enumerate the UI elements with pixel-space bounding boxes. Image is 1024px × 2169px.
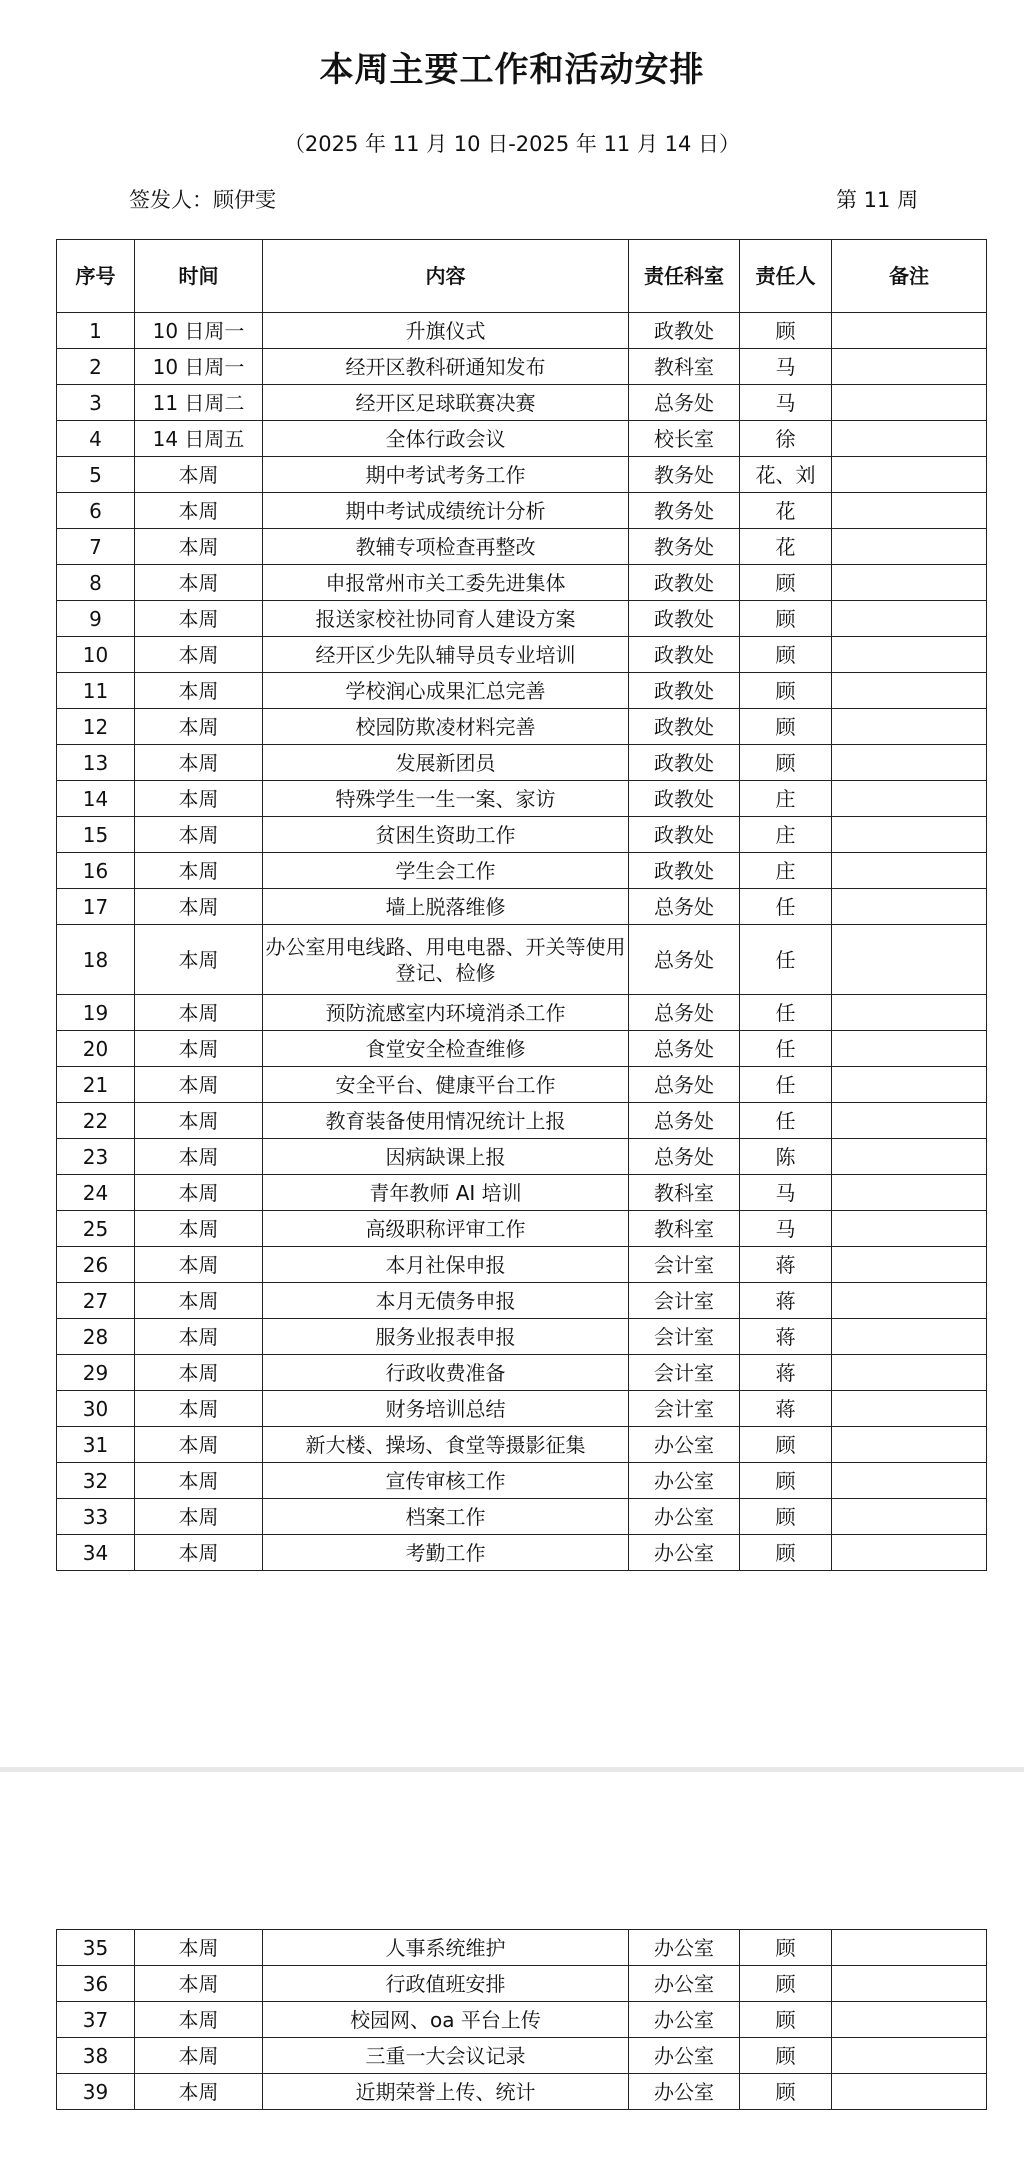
- cell-index: 19: [57, 995, 135, 1031]
- cell-index: 17: [57, 889, 135, 925]
- schedule-table: [56, 239, 987, 1571]
- cell-remarks: [832, 1139, 987, 1175]
- cell-remarks: [832, 349, 987, 385]
- cell-person: 蒋: [740, 1247, 832, 1283]
- cell-time: 本周: [135, 889, 263, 925]
- cell-remarks: [832, 1391, 987, 1427]
- cell-department: 政教处: [629, 673, 740, 709]
- cell-index: 27: [57, 1283, 135, 1319]
- cell-content: 因病缺课上报: [263, 1139, 629, 1175]
- table-row: [57, 817, 987, 853]
- table-row: [57, 1139, 987, 1175]
- cell-time: 本周: [135, 709, 263, 745]
- cell-remarks: [832, 493, 987, 529]
- cell-content: 期中考试成绩统计分析: [263, 493, 629, 529]
- cell-index: 22: [57, 1103, 135, 1139]
- cell-remarks: [832, 1319, 987, 1355]
- cell-department: 总务处: [629, 1103, 740, 1139]
- cell-index: 9: [57, 601, 135, 637]
- cell-person: 马: [740, 1175, 832, 1211]
- cell-department: 办公室: [629, 1535, 740, 1571]
- table-row: [57, 1966, 987, 2002]
- cell-time: 本周: [135, 673, 263, 709]
- cell-department: 办公室: [629, 1427, 740, 1463]
- cell-time: 本周: [135, 1427, 263, 1463]
- table-row: [57, 1499, 987, 1535]
- cell-person: 任: [740, 995, 832, 1031]
- cell-department: 政教处: [629, 745, 740, 781]
- cell-remarks: [832, 1535, 987, 1571]
- cell-department: 总务处: [629, 385, 740, 421]
- cell-remarks: [832, 421, 987, 457]
- cell-person: 顾: [740, 1930, 832, 1966]
- cell-person: 任: [740, 1103, 832, 1139]
- cell-content: 考勤工作: [263, 1535, 629, 1571]
- cell-department: 办公室: [629, 2038, 740, 2074]
- cell-remarks: [832, 601, 987, 637]
- cell-remarks: [832, 1283, 987, 1319]
- cell-index: 32: [57, 1463, 135, 1499]
- cell-person: 任: [740, 1031, 832, 1067]
- cell-person: 任: [740, 1067, 832, 1103]
- cell-time: 本周: [135, 1319, 263, 1355]
- cell-person: 庄: [740, 853, 832, 889]
- cell-person: 任: [740, 889, 832, 925]
- table-row: [57, 2038, 987, 2074]
- cell-index: 38: [57, 2038, 135, 2074]
- table-row: [57, 2074, 987, 2110]
- cell-person: 顾: [740, 2038, 832, 2074]
- cell-person: 庄: [740, 817, 832, 853]
- cell-department: 政教处: [629, 781, 740, 817]
- table-row: [57, 1283, 987, 1319]
- cell-time: 本周: [135, 565, 263, 601]
- cell-content: 贫困生资助工作: [263, 817, 629, 853]
- cell-content: 升旗仪式: [263, 313, 629, 349]
- cell-time: 本周: [135, 853, 263, 889]
- cell-time: 本周: [135, 1535, 263, 1571]
- cell-time: 本周: [135, 817, 263, 853]
- cell-department: 办公室: [629, 1966, 740, 2002]
- cell-person: 顾: [740, 2002, 832, 2038]
- cell-index: 30: [57, 1391, 135, 1427]
- table-row: [57, 385, 987, 421]
- table-row: [57, 1535, 987, 1571]
- week-number: 第 11 周: [836, 188, 919, 212]
- cell-index: 5: [57, 457, 135, 493]
- cell-department: 政教处: [629, 565, 740, 601]
- cell-index: 39: [57, 2074, 135, 2110]
- cell-person: 顾: [740, 1427, 832, 1463]
- cell-person: 顾: [740, 601, 832, 637]
- cell-index: 6: [57, 493, 135, 529]
- document-title: 本周主要工作和活动安排: [319, 50, 705, 90]
- table-row: [57, 1319, 987, 1355]
- cell-person: 蒋: [740, 1391, 832, 1427]
- cell-index: 7: [57, 529, 135, 565]
- cell-department: 办公室: [629, 2074, 740, 2110]
- cell-person: 顾: [740, 313, 832, 349]
- cell-index: 34: [57, 1535, 135, 1571]
- cell-person: 顾: [740, 745, 832, 781]
- cell-time: 本周: [135, 1391, 263, 1427]
- cell-content: 青年教师 AI 培训: [263, 1175, 629, 1211]
- table-row: [57, 1175, 987, 1211]
- cell-content: 行政值班安排: [263, 1966, 629, 2002]
- cell-time: 10 日周一: [135, 313, 263, 349]
- cell-time: 本周: [135, 601, 263, 637]
- cell-time: 本周: [135, 1247, 263, 1283]
- cell-person: 顾: [740, 2074, 832, 2110]
- cell-time: 本周: [135, 493, 263, 529]
- cell-remarks: [832, 1175, 987, 1211]
- cell-department: 教科室: [629, 349, 740, 385]
- cell-remarks: [832, 853, 987, 889]
- cell-department: 会计室: [629, 1319, 740, 1355]
- cell-remarks: [832, 1355, 987, 1391]
- cell-remarks: [832, 1966, 987, 2002]
- cell-index: 18: [57, 925, 135, 995]
- cell-index: 1: [57, 313, 135, 349]
- cell-content: 档案工作: [263, 1499, 629, 1535]
- schedule-table-continued: [56, 1929, 987, 2110]
- cell-remarks: [832, 457, 987, 493]
- cell-department: 政教处: [629, 709, 740, 745]
- cell-person: 顾: [740, 1499, 832, 1535]
- cell-remarks: [832, 781, 987, 817]
- cell-content: 安全平台、健康平台工作: [263, 1067, 629, 1103]
- cell-remarks: [832, 745, 987, 781]
- cell-time: 本周: [135, 1930, 263, 1966]
- table-row: [57, 349, 987, 385]
- cell-time: 本周: [135, 529, 263, 565]
- table-row: [57, 889, 987, 925]
- table-row: [57, 421, 987, 457]
- table-row: [57, 529, 987, 565]
- cell-index: 20: [57, 1031, 135, 1067]
- cell-remarks: [832, 2038, 987, 2074]
- cell-content: 宣传审核工作: [263, 1463, 629, 1499]
- cell-department: 办公室: [629, 1930, 740, 1966]
- cell-index: 35: [57, 1930, 135, 1966]
- cell-remarks: [832, 1930, 987, 1966]
- cell-content: 教育装备使用情况统计上报: [263, 1103, 629, 1139]
- cell-content: 发展新团员: [263, 745, 629, 781]
- table-row: [57, 673, 987, 709]
- cell-time: 本周: [135, 1139, 263, 1175]
- cell-person: 顾: [740, 673, 832, 709]
- cell-remarks: [832, 673, 987, 709]
- cell-department: 总务处: [629, 1067, 740, 1103]
- header-department: 责任科室: [629, 240, 740, 313]
- cell-time: 本周: [135, 1499, 263, 1535]
- cell-index: 28: [57, 1319, 135, 1355]
- cell-content: 人事系统维护: [263, 1930, 629, 1966]
- cell-time: 11 日周二: [135, 385, 263, 421]
- cell-index: 23: [57, 1139, 135, 1175]
- cell-time: 本周: [135, 995, 263, 1031]
- cell-time: 本周: [135, 637, 263, 673]
- table-row: [57, 853, 987, 889]
- cell-person: 蒋: [740, 1319, 832, 1355]
- table-row: [57, 1103, 987, 1139]
- cell-content: 本月无债务申报: [263, 1283, 629, 1319]
- table-row: [57, 781, 987, 817]
- cell-remarks: [832, 1463, 987, 1499]
- cell-department: 教科室: [629, 1175, 740, 1211]
- cell-index: 37: [57, 2002, 135, 2038]
- cell-time: 本周: [135, 2002, 263, 2038]
- cell-remarks: [832, 1211, 987, 1247]
- issuer-label: 签发人：顾伊雯: [129, 188, 276, 212]
- cell-department: 政教处: [629, 601, 740, 637]
- table-row: [57, 457, 987, 493]
- cell-remarks: [832, 1031, 987, 1067]
- cell-department: 政教处: [629, 853, 740, 889]
- cell-department: 总务处: [629, 1139, 740, 1175]
- cell-person: 马: [740, 1211, 832, 1247]
- cell-department: 总务处: [629, 995, 740, 1031]
- cell-index: 16: [57, 853, 135, 889]
- table-row: [57, 1427, 987, 1463]
- cell-content: 教辅专项检查再整改: [263, 529, 629, 565]
- cell-index: 25: [57, 1211, 135, 1247]
- cell-content: 经开区教科研通知发布: [263, 349, 629, 385]
- cell-remarks: [832, 2074, 987, 2110]
- cell-person: 陈: [740, 1139, 832, 1175]
- table-row: [57, 925, 987, 995]
- cell-remarks: [832, 889, 987, 925]
- cell-person: 马: [740, 385, 832, 421]
- cell-index: 36: [57, 1966, 135, 2002]
- cell-content: 财务培训总结: [263, 1391, 629, 1427]
- table-row: [57, 1355, 987, 1391]
- cell-time: 本周: [135, 457, 263, 493]
- cell-time: 10 日周一: [135, 349, 263, 385]
- cell-person: 蒋: [740, 1355, 832, 1391]
- cell-department: 政教处: [629, 817, 740, 853]
- cell-index: 29: [57, 1355, 135, 1391]
- cell-department: 会计室: [629, 1283, 740, 1319]
- cell-department: 总务处: [629, 1031, 740, 1067]
- cell-content: 校园网、oa 平台上传: [263, 2002, 629, 2038]
- cell-person: 顾: [740, 1463, 832, 1499]
- cell-index: 13: [57, 745, 135, 781]
- cell-department: 政教处: [629, 313, 740, 349]
- cell-time: 本周: [135, 925, 263, 995]
- cell-content: 报送家校社协同育人建设方案: [263, 601, 629, 637]
- cell-remarks: [832, 1427, 987, 1463]
- cell-content: 新大楼、操场、食堂等摄影征集: [263, 1427, 629, 1463]
- cell-remarks: [832, 2002, 987, 2038]
- cell-department: 会计室: [629, 1247, 740, 1283]
- cell-index: 24: [57, 1175, 135, 1211]
- cell-content: 校园防欺凌材料完善: [263, 709, 629, 745]
- cell-remarks: [832, 925, 987, 995]
- cell-department: 教务处: [629, 493, 740, 529]
- cell-person: 顾: [740, 1535, 832, 1571]
- cell-department: 总务处: [629, 925, 740, 995]
- cell-department: 办公室: [629, 1463, 740, 1499]
- cell-department: 会计室: [629, 1355, 740, 1391]
- cell-remarks: [832, 1103, 987, 1139]
- cell-person: 任: [740, 925, 832, 995]
- cell-content: 高级职称评审工作: [263, 1211, 629, 1247]
- cell-time: 本周: [135, 1966, 263, 2002]
- cell-person: 花、刘: [740, 457, 832, 493]
- cell-department: 办公室: [629, 2002, 740, 2038]
- cell-content: 行政收费准备: [263, 1355, 629, 1391]
- table-row: [57, 1463, 987, 1499]
- cell-time: 本周: [135, 1031, 263, 1067]
- cell-remarks: [832, 529, 987, 565]
- cell-remarks: [832, 1067, 987, 1103]
- cell-index: 2: [57, 349, 135, 385]
- table-row: [57, 565, 987, 601]
- cell-department: 会计室: [629, 1391, 740, 1427]
- cell-person: 花: [740, 493, 832, 529]
- header-index: 序号: [57, 240, 135, 313]
- cell-remarks: [832, 1499, 987, 1535]
- table-row: [57, 1247, 987, 1283]
- cell-content: 全体行政会议: [263, 421, 629, 457]
- cell-department: 教务处: [629, 529, 740, 565]
- cell-time: 本周: [135, 1175, 263, 1211]
- cell-index: 12: [57, 709, 135, 745]
- cell-content: 服务业报表申报: [263, 1319, 629, 1355]
- table-row: [57, 995, 987, 1031]
- cell-content: 学生会工作: [263, 853, 629, 889]
- cell-content: 三重一大会议记录: [263, 2038, 629, 2074]
- cell-index: 4: [57, 421, 135, 457]
- cell-content: 食堂安全检查维修: [263, 1031, 629, 1067]
- cell-person: 徐: [740, 421, 832, 457]
- cell-department: 教科室: [629, 1211, 740, 1247]
- table-row: [57, 1031, 987, 1067]
- cell-index: 15: [57, 817, 135, 853]
- cell-time: 本周: [135, 745, 263, 781]
- cell-index: 31: [57, 1427, 135, 1463]
- cell-content: 经开区足球联赛决赛: [263, 385, 629, 421]
- cell-department: 办公室: [629, 1499, 740, 1535]
- table-row: [57, 709, 987, 745]
- cell-person: 顾: [740, 709, 832, 745]
- table-row: [57, 1391, 987, 1427]
- cell-time: 本周: [135, 2038, 263, 2074]
- header-time: 时间: [135, 240, 263, 313]
- cell-content: 学校润心成果汇总完善: [263, 673, 629, 709]
- cell-index: 11: [57, 673, 135, 709]
- cell-time: 本周: [135, 2074, 263, 2110]
- table-row: [57, 1930, 987, 1966]
- cell-time: 本周: [135, 1283, 263, 1319]
- table-row: [57, 493, 987, 529]
- cell-index: 26: [57, 1247, 135, 1283]
- cell-remarks: [832, 637, 987, 673]
- cell-remarks: [832, 565, 987, 601]
- cell-index: 21: [57, 1067, 135, 1103]
- cell-index: 33: [57, 1499, 135, 1535]
- cell-content: 本月社保申报: [263, 1247, 629, 1283]
- cell-time: 本周: [135, 1067, 263, 1103]
- cell-remarks: [832, 995, 987, 1031]
- cell-content: 特殊学生一生一案、家访: [263, 781, 629, 817]
- cell-person: 顾: [740, 565, 832, 601]
- cell-content: 预防流感室内环境消杀工作: [263, 995, 629, 1031]
- cell-remarks: [832, 385, 987, 421]
- cell-remarks: [832, 817, 987, 853]
- cell-content: 申报常州市关工委先进集体: [263, 565, 629, 601]
- page-break: [0, 1767, 1024, 1772]
- cell-content: 期中考试考务工作: [263, 457, 629, 493]
- cell-content: 墙上脱落维修: [263, 889, 629, 925]
- table-row: [57, 745, 987, 781]
- cell-department: 总务处: [629, 889, 740, 925]
- cell-index: 8: [57, 565, 135, 601]
- cell-person: 庄: [740, 781, 832, 817]
- table-row: [57, 2002, 987, 2038]
- table-row: [57, 1067, 987, 1103]
- cell-remarks: [832, 1247, 987, 1283]
- table-row: [57, 1211, 987, 1247]
- cell-person: 花: [740, 529, 832, 565]
- cell-index: 14: [57, 781, 135, 817]
- cell-department: 政教处: [629, 637, 740, 673]
- cell-content: 经开区少先队辅导员专业培训: [263, 637, 629, 673]
- cell-time: 本周: [135, 1463, 263, 1499]
- table-row: [57, 601, 987, 637]
- header-person: 责任人: [740, 240, 832, 313]
- date-range: （2025 年 11 月 10 日-2025 年 11 月 14 日）: [283, 132, 741, 156]
- cell-person: 顾: [740, 1966, 832, 2002]
- cell-person: 顾: [740, 637, 832, 673]
- header-content: 内容: [263, 240, 629, 313]
- cell-time: 本周: [135, 1103, 263, 1139]
- cell-time: 14 日周五: [135, 421, 263, 457]
- cell-person: 蒋: [740, 1283, 832, 1319]
- cell-department: 校长室: [629, 421, 740, 457]
- cell-time: 本周: [135, 781, 263, 817]
- cell-content: 近期荣誉上传、统计: [263, 2074, 629, 2110]
- table-row: [57, 637, 987, 673]
- cell-remarks: [832, 709, 987, 745]
- cell-time: 本周: [135, 1355, 263, 1391]
- cell-content: 办公室用电线路、用电电器、开关等使用登记、检修: [263, 925, 629, 995]
- cell-index: 10: [57, 637, 135, 673]
- cell-remarks: [832, 313, 987, 349]
- cell-department: 教务处: [629, 457, 740, 493]
- cell-index: 3: [57, 385, 135, 421]
- cell-time: 本周: [135, 1211, 263, 1247]
- header-remarks: 备注: [832, 240, 987, 313]
- table-row: [57, 313, 987, 349]
- table-header-row: [57, 240, 987, 313]
- cell-person: 马: [740, 349, 832, 385]
